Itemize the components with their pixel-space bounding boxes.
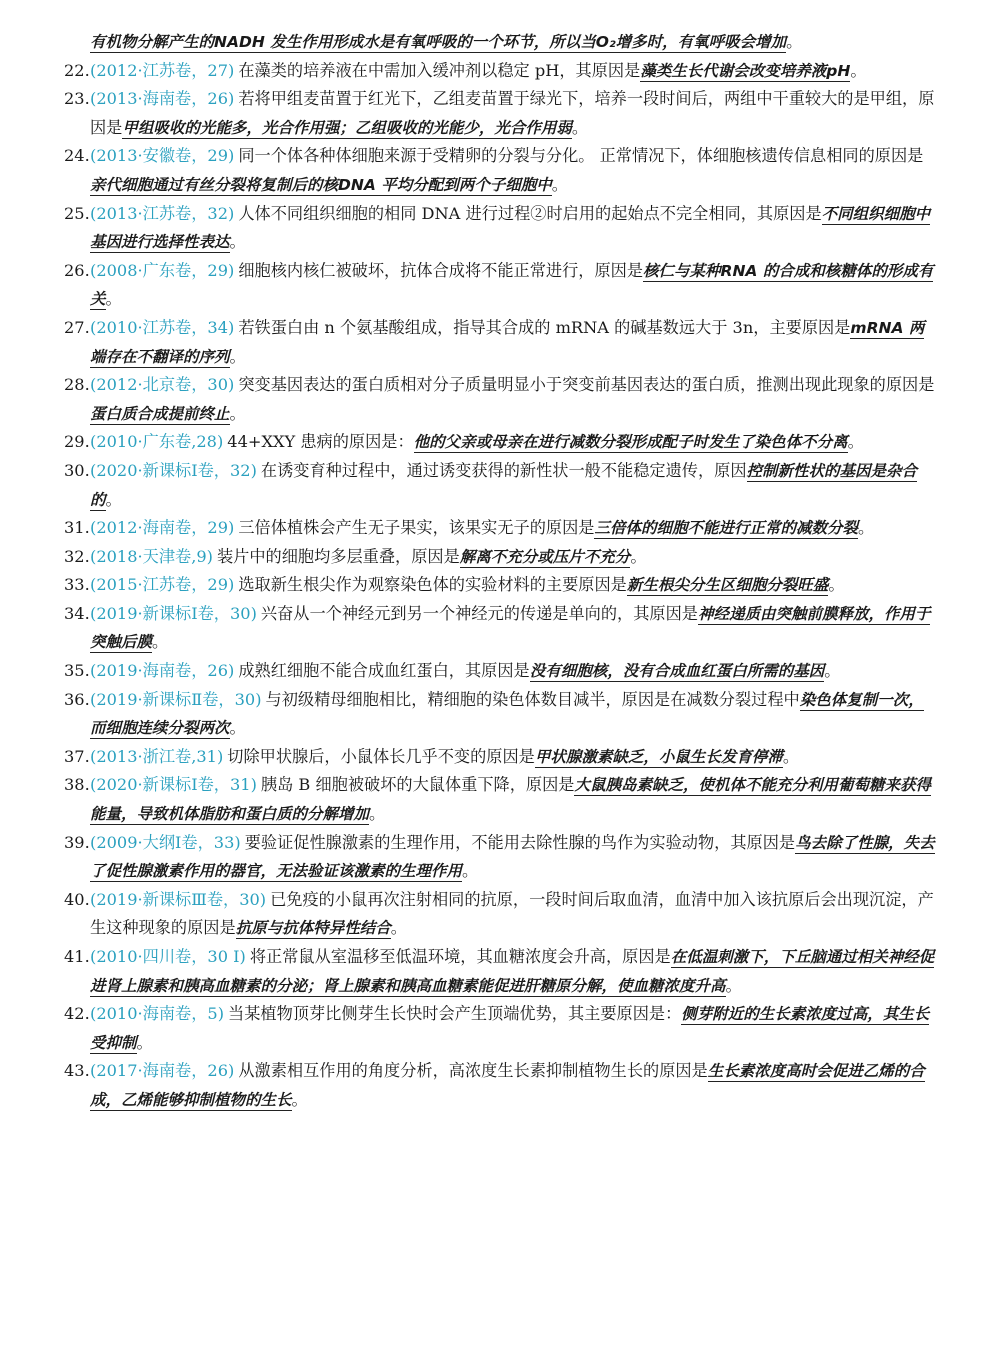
question-number: 29.: [64, 432, 90, 452]
answer-text: 鸟去除了性腺，失去了促性腺激素作用的器官，无法验证该激素的生理作用: [90, 833, 935, 881]
question-source: (2020·新课标Ⅰ卷，31): [90, 775, 257, 795]
question-number: 31.: [64, 518, 90, 538]
question-number: 36.: [64, 689, 90, 709]
question-item: [64, 1057, 936, 1114]
question-item: [90, 28, 936, 57]
question-source: (2012·江苏卷，27): [90, 60, 235, 80]
question-number: 40.: [64, 889, 90, 909]
question-list: [64, 28, 936, 1115]
question-item: [64, 543, 936, 572]
sentence-end: 。: [850, 60, 867, 80]
answer-text: 神经递质由突触前膜释放，作用于突触后膜: [90, 604, 931, 652]
question-number: 28.: [64, 375, 90, 395]
answer-text: 生长素浓度高时会促进乙烯的合成，乙烯能够抑制植物的生长: [90, 1062, 925, 1109]
answer-text: 甲状腺激素缺乏，小鼠生长发育停滞: [534, 747, 783, 766]
sentence-end: 。: [462, 861, 479, 881]
question-item: [64, 428, 936, 457]
sentence-end: 。: [782, 746, 800, 766]
sentence-end: 。: [571, 117, 589, 137]
question-item: [64, 686, 936, 743]
question-number: 30.: [64, 460, 90, 480]
question-item: [64, 771, 936, 828]
question-source: (2010·广东卷,28): [90, 432, 224, 452]
sentence-end: 。: [551, 174, 568, 194]
question-source: (2013·安徽卷，29): [90, 146, 235, 166]
sentence-end: 。: [847, 432, 864, 452]
answer-text: 亲代细胞通过有丝分裂将复制后的核DNA 平均分配到两个子细胞中: [90, 175, 552, 194]
question-item: [64, 57, 936, 86]
sentence-end: 。: [105, 489, 122, 509]
sentence-end: 。: [291, 1089, 308, 1109]
sentence-end: 。: [229, 718, 246, 738]
question-number: 38.: [64, 775, 90, 795]
question-text: 切除甲状腺后，小鼠体长几乎不变的原因是: [227, 746, 535, 766]
question-item: [64, 571, 936, 600]
sentence-end: 。: [390, 918, 407, 938]
question-source: (2019·新课标Ⅲ卷，30): [90, 889, 267, 909]
answer-text: 没有细胞核，没有合成血红蛋白所需的基因: [529, 662, 825, 681]
question-number: 39.: [64, 832, 90, 852]
sentence-end: 。: [857, 518, 875, 538]
question-item: [64, 514, 936, 543]
question-number: 25.: [64, 203, 90, 223]
question-text: 三倍体植株会产生无子果实，该果实无子的原因是: [238, 518, 595, 538]
answer-text: 在低温刺激下，下丘脑通过相关神经促进肾上腺素和胰高血糖素的分泌；肾上腺素和胰高血糖素能促进肝糖原分解，使血糖浓度升高: [90, 948, 935, 995]
question-item: [64, 457, 936, 514]
sentence-end: 。: [369, 804, 386, 824]
question-text: 同一个体各种体细胞来源于受精卵的分裂与分化。 正常情况下，体细胞核遗传信息相同的原因是: [238, 146, 924, 166]
question-item: [64, 200, 936, 257]
question-item: [64, 943, 936, 1000]
sentence-end: 。: [828, 575, 845, 595]
answer-text: 解离不充分或压片不充分: [459, 547, 631, 566]
sentence-end: 。: [229, 403, 246, 423]
question-number: 23.: [64, 89, 90, 109]
question-item: [64, 600, 936, 657]
answer-text: 有机物分解产生的NADH 发生作用形成水是有氧呼吸的一个环节，所以当O₂增多时，有氧呼吸会增加: [90, 33, 787, 51]
answer-text: 抗原与抗体特异性结合: [235, 919, 391, 938]
question-number: 34.: [64, 603, 90, 623]
sentence-end: 。: [105, 289, 122, 309]
question-number: 37.: [64, 746, 90, 766]
question-text: 选取新生根尖作为观察染色体的实验材料的主要原因是: [238, 575, 627, 595]
answer-text: 核仁与某种RNA 的合成和核糖体的形成有关: [90, 261, 934, 309]
question-item: [64, 257, 936, 314]
question-number: 26.: [64, 260, 90, 280]
question-item: [64, 142, 936, 199]
question-source: (2018·天津卷,9): [90, 546, 213, 566]
question-number: 22.: [64, 60, 90, 80]
question-item: [64, 85, 936, 142]
sentence-end: 。: [229, 232, 246, 252]
question-number: 32.: [64, 546, 90, 566]
question-text: 人体不同组织细胞的相同 DNA 进行过程②时启用的起始点不完全相同，其原因是: [238, 203, 822, 223]
question-number: 35.: [64, 661, 90, 681]
answer-text: mRNA 两端存在不翻译的序列: [90, 318, 925, 366]
question-source: (2010·海南卷，5): [90, 1004, 225, 1024]
question-text: 若铁蛋白由 n 个氨基酸组成，指导其合成的 mRNA 的碱基数远大于 3n，主要原因是: [238, 317, 851, 337]
question-text: 在藻类的培养液在中需加入缓冲剂以稳定 pH，其原因是: [238, 60, 641, 80]
answer-text: 染色体复制一次，而细胞连续分裂两次: [90, 690, 924, 738]
question-number: 24.: [64, 146, 90, 166]
question-item: [64, 743, 936, 772]
question-number: 27.: [64, 317, 90, 337]
question-item: [64, 886, 936, 943]
answer-text: 他的父亲或母亲在进行减数分裂形成配子时发生了染色体不分离: [413, 433, 848, 452]
question-source: (2012·海南卷，29): [90, 518, 235, 538]
question-item: [64, 314, 936, 371]
answer-text: 新生根尖分生区细胞分裂旺盛: [626, 576, 829, 595]
question-text: 将正常鼠从室温移至低温环境，其血糖浓度会升高，原因是: [249, 947, 671, 966]
question-text: 装片中的细胞均多层重叠，原因是: [216, 546, 460, 566]
question-item: [64, 1000, 936, 1057]
sentence-end: 。: [152, 632, 169, 652]
answer-text: 不同组织细胞中基因进行选择性表达: [90, 204, 931, 252]
question-text: 若将甲组麦苗置于红光下，乙组麦苗置于绿光下，培养一段时间后，两组中干重较大的是甲组，原因是: [90, 89, 935, 137]
question-number: 33.: [64, 575, 90, 595]
question-source: (2012·北京卷，30): [90, 375, 235, 395]
question-source: (2013·海南卷，26): [90, 89, 235, 109]
answer-text: 侧芽附近的生长素浓度过高，其生长受抑制: [90, 1005, 930, 1052]
answer-text: 控制新性状的基因是杂合的: [90, 461, 918, 509]
answer-text: 大鼠胰岛素缺乏，使机体不能充分利用葡萄糖来获得能量，导致机体脂肪和蛋白质的分解增加: [90, 776, 931, 824]
sentence-end: 。: [136, 1032, 153, 1052]
question-text: 当某植物顶芽比侧芽生长快时会产生顶端优势，其主要原因是：: [228, 1004, 682, 1024]
question-text: 成熟红细胞不能合成血红蛋白，其原因是: [238, 661, 530, 681]
sentence-end: 。: [630, 546, 647, 566]
question-number: 41.: [64, 947, 90, 966]
question-text: 兴奋从一个神经元到另一个神经元的传递是单向的，其原因是: [260, 603, 698, 623]
question-text: 44+XXY 患病的原因是：: [227, 432, 414, 452]
question-text: 在诱变育种过程中，通过诱变获得的新性状一般不能稳定遗传，原因: [260, 460, 747, 480]
question-source: (2013·浙江卷,31): [90, 746, 224, 766]
question-source: (2020·新课标Ⅰ卷，32): [90, 460, 257, 480]
sentence-end: 。: [786, 32, 803, 51]
question-text: 细胞核内核仁被破坏，抗体合成将不能正常进行，原因是: [238, 260, 644, 280]
answer-text: 藻类生长代谢会改变培养液pH: [640, 61, 851, 80]
question-source: (2017·海南卷，26): [90, 1061, 235, 1081]
question-text: 胰岛 B 细胞被破坏的大鼠体重下降，原因是: [260, 775, 575, 795]
sentence-end: 。: [229, 346, 246, 366]
question-number: 42.: [64, 1004, 90, 1024]
question-source: (2010·江苏卷，34): [90, 317, 235, 337]
answer-text: 甲组吸收的光能多，光合作用强；乙组吸收的光能少，光合作用弱: [122, 118, 572, 137]
question-number: 43.: [64, 1061, 90, 1081]
question-text: 要验证促性腺激素的生理作用，不能用去除性腺的鸟作为实验动物，其原因是: [244, 832, 796, 852]
question-text: 已免疫的小鼠再次注射相同的抗原，一段时间后取血清，血清中加入该抗原后会出现沉淀，产生这种现象的原因是: [90, 889, 934, 938]
question-source: (2019·新课标Ⅱ卷，30): [90, 689, 262, 709]
question-source: (2010·四川卷，30 Ⅰ): [90, 947, 246, 966]
question-item: [64, 371, 936, 428]
answer-text: 三倍体的细胞不能进行正常的减数分裂: [594, 519, 858, 538]
question-item: [64, 657, 936, 686]
question-text: 突变基因表达的蛋白质相对分子质量明显小于突变前基因表达的蛋白质，推测出现此现象的原因是: [238, 375, 935, 395]
question-source: (2015·江苏卷，29): [90, 575, 235, 595]
question-text: 从激素相互作用的角度分析，高浓度生长素抑制植物生长的原因是: [238, 1061, 708, 1081]
question-source: (2008·广东卷，29): [90, 260, 235, 280]
sentence-end: 。: [725, 975, 742, 995]
question-source: (2019·新课标Ⅰ卷，30): [90, 603, 257, 623]
question-source: (2009·大纲Ⅰ卷，33): [90, 832, 241, 852]
question-source: (2019·海南卷，26): [90, 661, 235, 681]
question-item: [64, 829, 936, 886]
question-text: 与初级精母细胞相比，精细胞的染色体数目减半，原因是在减数分裂过程中: [265, 689, 800, 709]
question-source: (2013·江苏卷，32): [90, 203, 235, 223]
answer-text: 蛋白质合成提前终止: [90, 404, 230, 423]
sentence-end: 。: [824, 661, 841, 681]
